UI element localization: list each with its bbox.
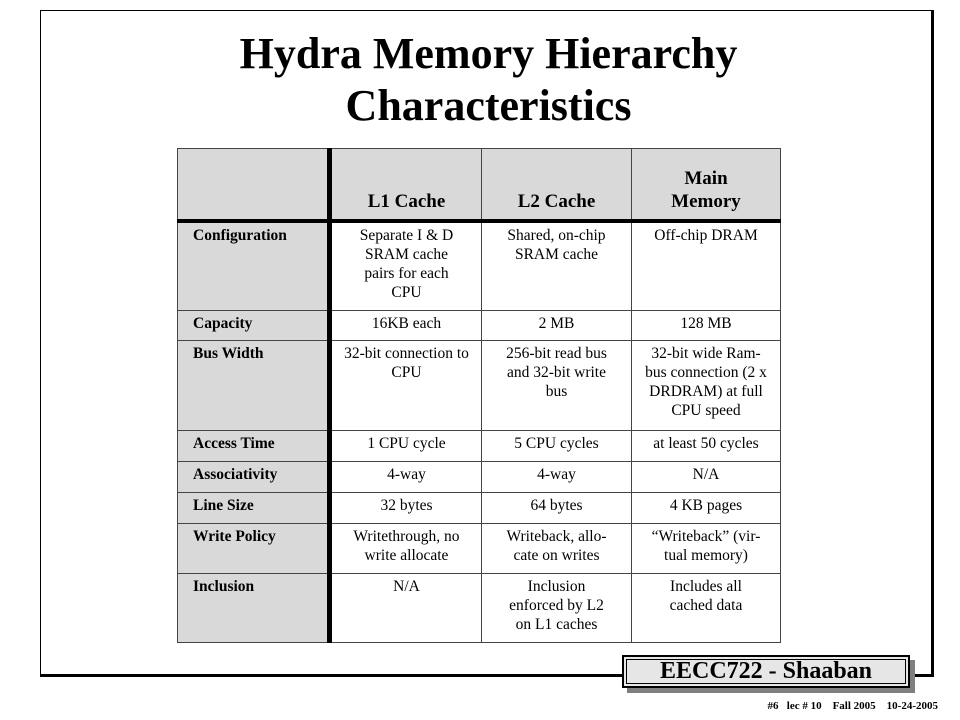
title-line-2: Characteristics — [345, 81, 632, 130]
cell-l2: 256-bit read bus and 32-bit write bus — [482, 341, 632, 431]
row-label: Bus Width — [178, 341, 330, 431]
cell-main-memory: 32-bit wide Ram-bus connection (2 x DRDRAM) at full CPU speed — [632, 341, 781, 431]
row-label: Line Size — [178, 493, 330, 524]
course-badge-label: EECC722 - Shaaban — [622, 655, 910, 688]
cell-l2: Writeback, allo-cate on writes — [482, 524, 632, 574]
cell-l1: N/A — [330, 574, 482, 643]
cell-main-memory: 4 KB pages — [632, 493, 781, 524]
table-row — [178, 574, 781, 643]
row-label: Associativity — [178, 462, 330, 493]
table-row — [178, 524, 781, 574]
row-label: Write Policy — [178, 524, 330, 574]
cell-l1: 1 CPU cycle — [330, 431, 482, 462]
table-header-row — [178, 149, 781, 221]
cell-l1: Writethrough, no write allocate — [330, 524, 482, 574]
cell-l2: Shared, on-chip SRAM cache — [482, 221, 632, 311]
table-row — [178, 311, 781, 341]
row-label: Access Time — [178, 431, 330, 462]
table-row — [178, 221, 781, 311]
cell-l1: Separate I & D SRAM cache pairs for each CPU — [330, 221, 482, 311]
table-row — [178, 493, 781, 524]
row-label: Configuration — [178, 221, 330, 311]
cell-l2: 5 CPU cycles — [482, 431, 632, 462]
title-line-1: Hydra Memory Hierarchy — [239, 29, 738, 78]
cell-l1: 32-bit connection to CPU — [330, 341, 482, 431]
column-header-l1: L1 Cache — [330, 149, 482, 221]
cell-main-memory: N/A — [632, 462, 781, 493]
slide-footer: #6 lec # 10 Fall 2005 10-24-2005 — [767, 700, 938, 712]
cell-main-memory: 128 MB — [632, 311, 781, 341]
cell-main-memory: Off-chip DRAM — [632, 221, 781, 311]
column-header-main-memory: Main Memory — [632, 149, 781, 221]
corner-header-cell — [178, 149, 330, 221]
cell-l2: 64 bytes — [482, 493, 632, 524]
memory-hierarchy-table — [177, 148, 781, 643]
column-header-l2: L2 Cache — [482, 149, 632, 221]
course-badge — [622, 655, 916, 694]
cell-l1: 32 bytes — [330, 493, 482, 524]
row-label: Inclusion — [178, 574, 330, 643]
table-row — [178, 431, 781, 462]
cell-l2: Inclusion enforced by L2 on L1 caches — [482, 574, 632, 643]
cell-l2: 4-way — [482, 462, 632, 493]
cell-main-memory: at least 50 cycles — [632, 431, 781, 462]
table-row — [178, 462, 781, 493]
cell-l1: 16KB each — [330, 311, 482, 341]
cell-l2: 2 MB — [482, 311, 632, 341]
slide-title — [40, 28, 937, 132]
row-label: Capacity — [178, 311, 330, 341]
cell-l1: 4-way — [330, 462, 482, 493]
cell-main-memory: “Writeback” (vir-tual memory) — [632, 524, 781, 574]
table-row — [178, 341, 781, 431]
cell-main-memory: Includes all cached data — [632, 574, 781, 643]
